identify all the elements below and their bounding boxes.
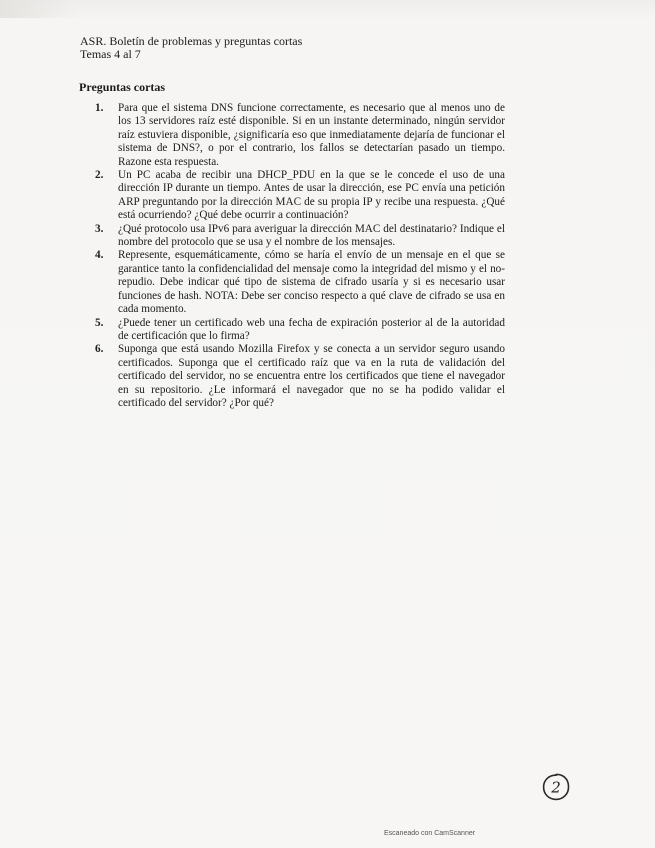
question-number: 3. — [95, 222, 104, 235]
question-item — [95, 102, 505, 169]
header-course-line: ASR. Boletín de problemas y preguntas cortas — [80, 34, 303, 48]
question-number: 4. — [95, 249, 104, 262]
question-text: ¿Qué protocolo usa IPv6 para averiguar la dirección MAC del destinatario? Indique el nombre del protocolo que se usa y el nombre de los mensajes. — [118, 222, 505, 249]
question-item — [95, 317, 505, 344]
scan-smudge — [0, 0, 80, 18]
question-item — [95, 249, 505, 316]
question-item — [95, 223, 505, 250]
question-number: 1. — [95, 102, 104, 114]
page-number-text: 2 — [551, 778, 561, 797]
question-text: ¿Puede tener un certificado web una fecha de expiración posterior al de la autoridad de certificación que lo firma? — [118, 316, 505, 342]
question-text: Para que el sistema DNS funcione correctamente, es necesario que al menos uno de los 13 servidores raíz esté disponible. Si en un instante determinado, ningún servidor raíz estuviera disponible, ¿significaría eso que inmediatamente dejaría de funcionar el sistema de DNS?, o por el contrario, los fallos se detectarían pasado un tiempo. Razone esta respuesta. — [118, 102, 505, 168]
question-number: 5. — [95, 316, 104, 329]
question-number: 2. — [95, 169, 104, 182]
question-item — [95, 343, 505, 410]
section-title: Preguntas cortas — [79, 80, 166, 94]
question-text: Un PC acaba de recibir una DHCP_PDU en la que se le concede el uso de una dirección IP durante un tiempo. Antes de usar la dirección, ese PC envía una petición ARP preguntando por la dirección MAC de su propia IP y recibe una respuesta. ¿Qué está ocurriendo? ¿Qué debe ocurrir a continuación? — [118, 169, 505, 222]
header-topics-line: Temas 4 al 7 — [80, 47, 141, 61]
circled-number-icon — [541, 772, 571, 802]
question-number: 6. — [95, 343, 104, 356]
question-text: Represente, esquemáticamente, cómo se haría el envío de un mensaje en el que se garantice tanto la confidencialidad del mensaje como la integridad del mismo y el no-repudio. Debe indicar qué tipo de sistema de cifrado usaría y si es necesario usar funciones de hash. NOTA: Debe ser conciso respecto a qué clave de cifrado se usa en cada momento. — [118, 249, 505, 316]
scanner-watermark: Escaneado con CamScanner — [384, 830, 476, 837]
document-header — [80, 35, 302, 61]
question-text: Suponga que está usando Mozilla Firefox y se conecta a un servidor seguro usando certificados. Suponga que el certificado raíz que va en la ruta de validación del certificado del servidor, no se encuentra entre los certificados que tiene el navegador en su repositorio. ¿Le informará el navegador que no se ha podido validar el certificado del servidor? ¿Por qué? — [118, 343, 505, 409]
handwritten-page-number — [541, 772, 571, 802]
question-item — [95, 169, 505, 223]
questions-list — [95, 102, 505, 410]
